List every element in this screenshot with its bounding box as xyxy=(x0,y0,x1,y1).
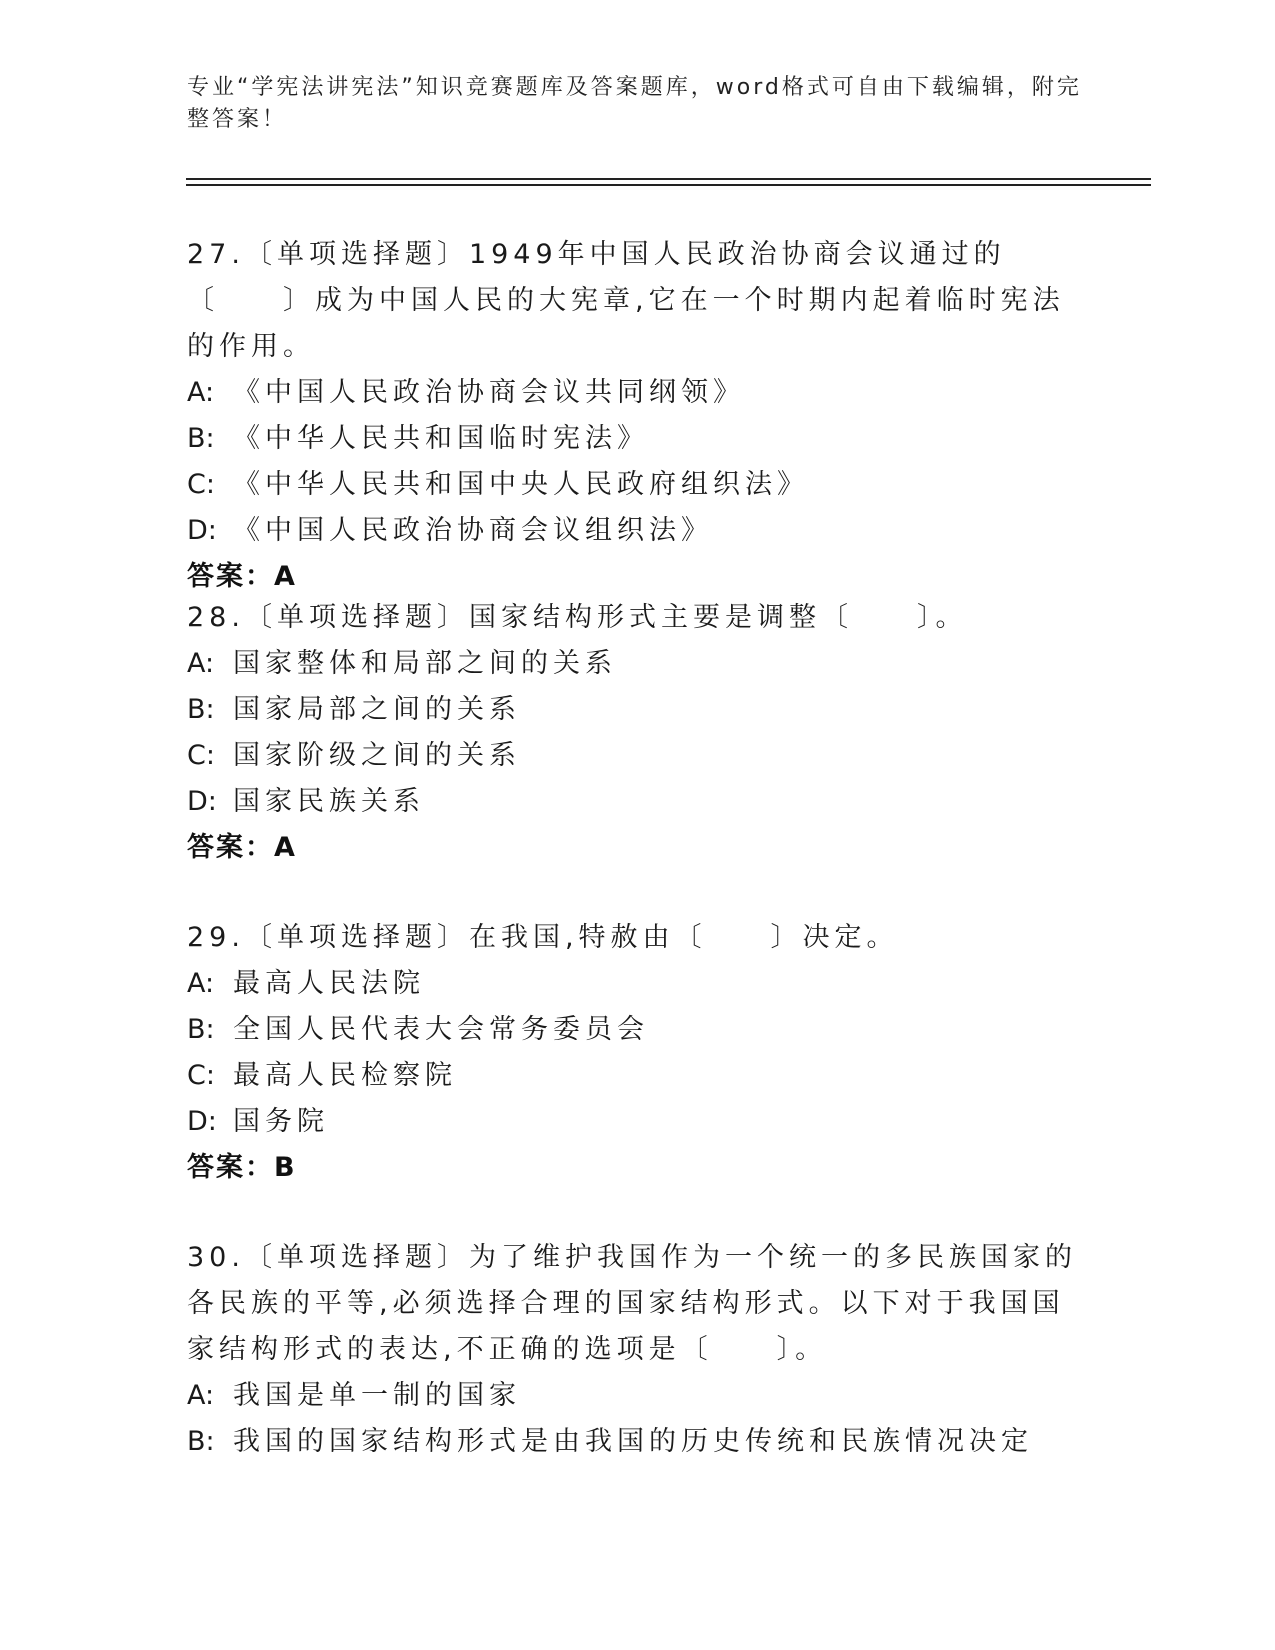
option-letter: A: xyxy=(187,377,215,408)
option-text: 《中国人民政治协商会议共同纲领》 xyxy=(233,377,745,408)
question-stem: 28.〔单项选择题〕国家结构形式主要是调整〔 〕。 xyxy=(187,602,968,633)
question-29 xyxy=(187,915,1087,1191)
option-letter: D: xyxy=(187,786,217,817)
document-header: 专业“学宪法讲宪法”知识竞赛题库及答案题库，word格式可自由下载编辑，附完整答案！ xyxy=(187,75,1082,132)
option-letter: B: xyxy=(187,1014,215,1045)
option-letter: C: xyxy=(187,469,215,500)
option-a xyxy=(187,961,1087,1007)
option-b xyxy=(187,687,1087,733)
option-letter: B: xyxy=(187,423,215,454)
header-divider-top xyxy=(186,178,1151,180)
option-letter: A: xyxy=(187,968,215,999)
answer: 答案：B xyxy=(187,1152,297,1183)
option-letter: D: xyxy=(187,515,217,546)
option-text: 《中华人民共和国中央人民政府组织法》 xyxy=(233,469,809,500)
option-letter: C: xyxy=(187,740,215,771)
question-27 xyxy=(187,232,1087,600)
option-b xyxy=(187,416,1087,462)
option-d xyxy=(187,508,1087,554)
option-text: 国家整体和局部之间的关系 xyxy=(233,648,617,679)
option-text: 国家民族关系 xyxy=(233,786,425,817)
question-stem: 27.〔单项选择题〕1949年中国人民政治协商会议通过的〔 〕成为中国人民的大宪章,它在一个时期内起着临时宪法的作用。 xyxy=(187,239,1065,362)
option-b xyxy=(187,1007,1087,1053)
option-letter: B: xyxy=(187,1426,215,1457)
option-text: 国家阶级之间的关系 xyxy=(233,740,521,771)
option-text: 最高人民检察院 xyxy=(233,1060,457,1091)
question-stem: 30.〔单项选择题〕为了维护我国作为一个统一的多民族国家的各民族的平等,必须选择合理的国家结构形式。以下对于我国国家结构形式的表达,不正确的选项是〔 〕。 xyxy=(187,1242,1077,1365)
option-text: 国务院 xyxy=(233,1106,329,1137)
option-text: 国家局部之间的关系 xyxy=(233,694,521,725)
option-a xyxy=(187,1373,1087,1419)
option-letter: A: xyxy=(187,1380,215,1411)
header-divider-bottom xyxy=(186,184,1151,186)
option-text: 《中国人民政治协商会议组织法》 xyxy=(233,515,713,546)
question-stem: 29.〔单项选择题〕在我国,特赦由〔 〕决定。 xyxy=(187,922,899,953)
option-text: 我国的国家结构形式是由我国的历史传统和民族情况决定 xyxy=(233,1426,1033,1457)
option-letter: B: xyxy=(187,694,215,725)
option-c xyxy=(187,1053,1087,1099)
option-c xyxy=(187,462,1087,508)
option-text: 我国是单一制的国家 xyxy=(233,1380,521,1411)
option-c xyxy=(187,733,1087,779)
option-d xyxy=(187,779,1087,825)
option-b xyxy=(187,1419,1087,1465)
option-a xyxy=(187,641,1087,687)
option-text: 最高人民法院 xyxy=(233,968,425,999)
question-28 xyxy=(187,595,1087,871)
option-letter: C: xyxy=(187,1060,215,1091)
question-30 xyxy=(187,1235,1087,1465)
option-d xyxy=(187,1099,1087,1145)
option-letter: A: xyxy=(187,648,215,679)
option-a xyxy=(187,370,1087,416)
option-text: 《中华人民共和国临时宪法》 xyxy=(233,423,649,454)
answer: 答案：A xyxy=(187,832,297,863)
option-letter: D: xyxy=(187,1106,217,1137)
answer: 答案：A xyxy=(187,561,297,592)
option-text: 全国人民代表大会常务委员会 xyxy=(233,1014,649,1045)
